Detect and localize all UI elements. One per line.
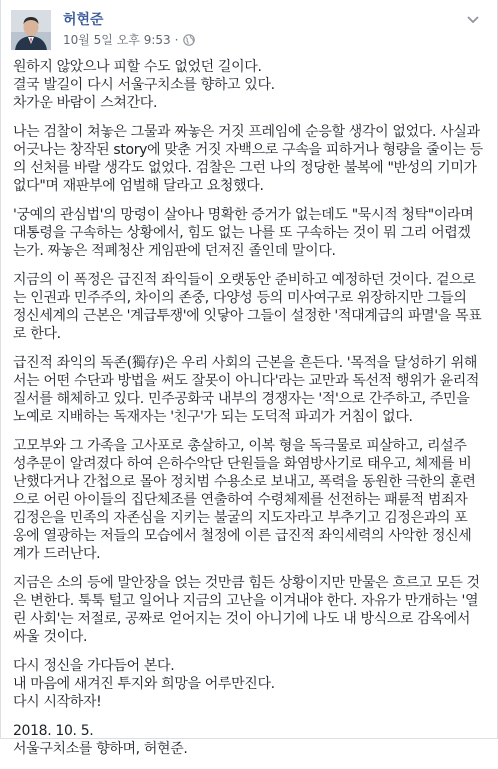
post-paragraph: [13, 437, 487, 563]
post-paragraph: [13, 123, 487, 195]
chevron-down-icon[interactable]: [463, 12, 483, 28]
post-paragraph: [13, 58, 487, 112]
post-text-line: 린 사회'는 저절로, 공짜로 얻어지는 것이 아니기에 나도 내 방식으로 감옥에서: [13, 611, 470, 627]
post-text-line: 옹에 열광하는 저들의 모습에서 철정에 이른 급진적 좌익세력의 사악한 정신세: [13, 528, 472, 544]
post-text-line: 고모부와 그 가족을 고사포로 총살하고, 이복 형을 독극물로 피살하고, 리설주: [13, 438, 467, 454]
post-text-line: 서울구치소를 향하며, 허현준.: [13, 741, 188, 757]
post-text-line: 없다"며 재판부에 엄벌해 달라고 요청했다.: [13, 178, 264, 194]
post-text-line: 성추문이 알려졌다 하여 은하수악단 단원들을 화염방사기로 태우고, 체제를 비: [13, 456, 472, 472]
timestamp[interactable]: 10월 5일 오후 9:53: [63, 33, 171, 47]
post-text-line: 싸울 것이다.: [13, 629, 88, 645]
post-text-line: 지금은 소의 등에 말안장을 얹는 것만큼 힘든 상황이지만 만물은 흐르고 모든 것: [13, 575, 480, 591]
avatar[interactable]: [11, 10, 51, 50]
post-text-line: 질서를 해체하고 있다. 민주공화국 내부의 경쟁자는 '적'으로 간주하고, 주민을: [13, 391, 470, 407]
post-paragraph: [13, 657, 487, 711]
post-text-line: 급진적 좌익의 독존(獨存)은 우리 사회의 근본을 흔든다. '목적을 달성하기 위해: [13, 355, 478, 371]
post-meta: [63, 32, 195, 48]
post-text-line: 어긋나는 창작된 story에 맞춘 거짓 자백으로 구속을 피하거나 형량을 줄이는 등: [13, 142, 483, 158]
post-text-line: 의 선처를 바랄 생각도 없었다. 검찰은 그런 나의 정당한 불복에 "반성의 기미가: [13, 160, 477, 176]
post-text-line: 다시 정신을 가다듬어 본다.: [13, 658, 175, 674]
post-text-line: 원하지 않았으나 피할 수도 없었던 길이다.: [13, 59, 262, 75]
post-paragraph: [13, 722, 487, 758]
post-paragraph: [13, 271, 487, 343]
post-text-line: 나는 검찰이 쳐놓은 그물과 짜놓은 거짓 프레임에 순응할 생각이 없었다. 사실과: [13, 124, 480, 140]
post-text-line: '궁예의 관심법'의 망령이 살아나 명확한 증거가 없는데도 "묵시적 청탁"이라며: [13, 207, 474, 223]
post-text-line: 대통령을 구속하는 상황에서, 힘도 없는 나를 또 구속하는 것이 뭐 그리 어렵겠: [13, 225, 471, 241]
post-text-line: 지금의 이 폭정은 급진적 좌익들이 오랫동안 준비하고 예정하던 것이다. 겉으로: [13, 272, 476, 288]
post-text-line: 로 한다.: [13, 326, 61, 342]
avatar-photo: [11, 10, 51, 50]
meta-separator: ·: [174, 33, 179, 47]
post-text-line: 으로 어린 아이들의 집단체조를 연출하여 수령체제를 선전하는 패륜적 범죄자: [13, 492, 468, 508]
post-header: [11, 8, 489, 52]
post-text-line: 노예로 지배하는 독재자는 '친구'가 되는 도덕적 파괴가 거침이 없다.: [13, 409, 413, 425]
post-text-line: 는가. 짜놓은 적폐청산 게임판에 던져진 졸인데 말이다.: [13, 243, 336, 259]
post-text-line: 차가운 바람이 스쳐간다.: [13, 95, 158, 111]
post-text-line: 은 변한다. 툭툭 털고 일어나 지금의 고난을 이겨내야 한다. 자유가 만개하는 '열: [13, 593, 479, 609]
post-text-line: 난했다거나 간첩으로 몰아 정치범 수용소로 보내고, 폭력을 동원한 극한의 훈련: [13, 474, 476, 490]
post-paragraph: [13, 354, 487, 426]
post-paragraph: [13, 206, 487, 260]
post-text-line: 정신세계의 근본은 '계급투쟁'에 잇닿아 그들이 설정한 '적대계급의 파멸'을 목표: [13, 308, 482, 324]
post-body: [13, 58, 487, 769]
globe-icon[interactable]: [183, 34, 195, 46]
post-text-line: 결국 발길이 다시 서울구치소를 향하고 있다.: [13, 77, 275, 93]
post-text-line: 다시 시작하자!: [13, 694, 102, 710]
post-text-line: 서는 어떤 수단과 방법을 써도 잘못이 아니다'라는 교만과 독선적 행위가 윤리적: [13, 373, 480, 389]
post-text-line: 김정은을 민족의 자존심을 지키는 불굴의 지도자라고 부추기고 김정은과의 포: [13, 510, 468, 526]
post-text-line: 는 인권과 민주주의, 차이의 존중, 다양성 등의 미사여구로 위장하지만 그들의: [13, 290, 467, 306]
post-paragraph: [13, 574, 487, 646]
post-text-line: 계가 드러난다.: [13, 546, 101, 562]
author-name[interactable]: 허현준: [63, 12, 104, 28]
post-text-line: 내 마음에 새겨진 투지와 희망을 어루만진다.: [13, 676, 275, 692]
post-text-line: 2018. 10. 5.: [13, 723, 94, 739]
